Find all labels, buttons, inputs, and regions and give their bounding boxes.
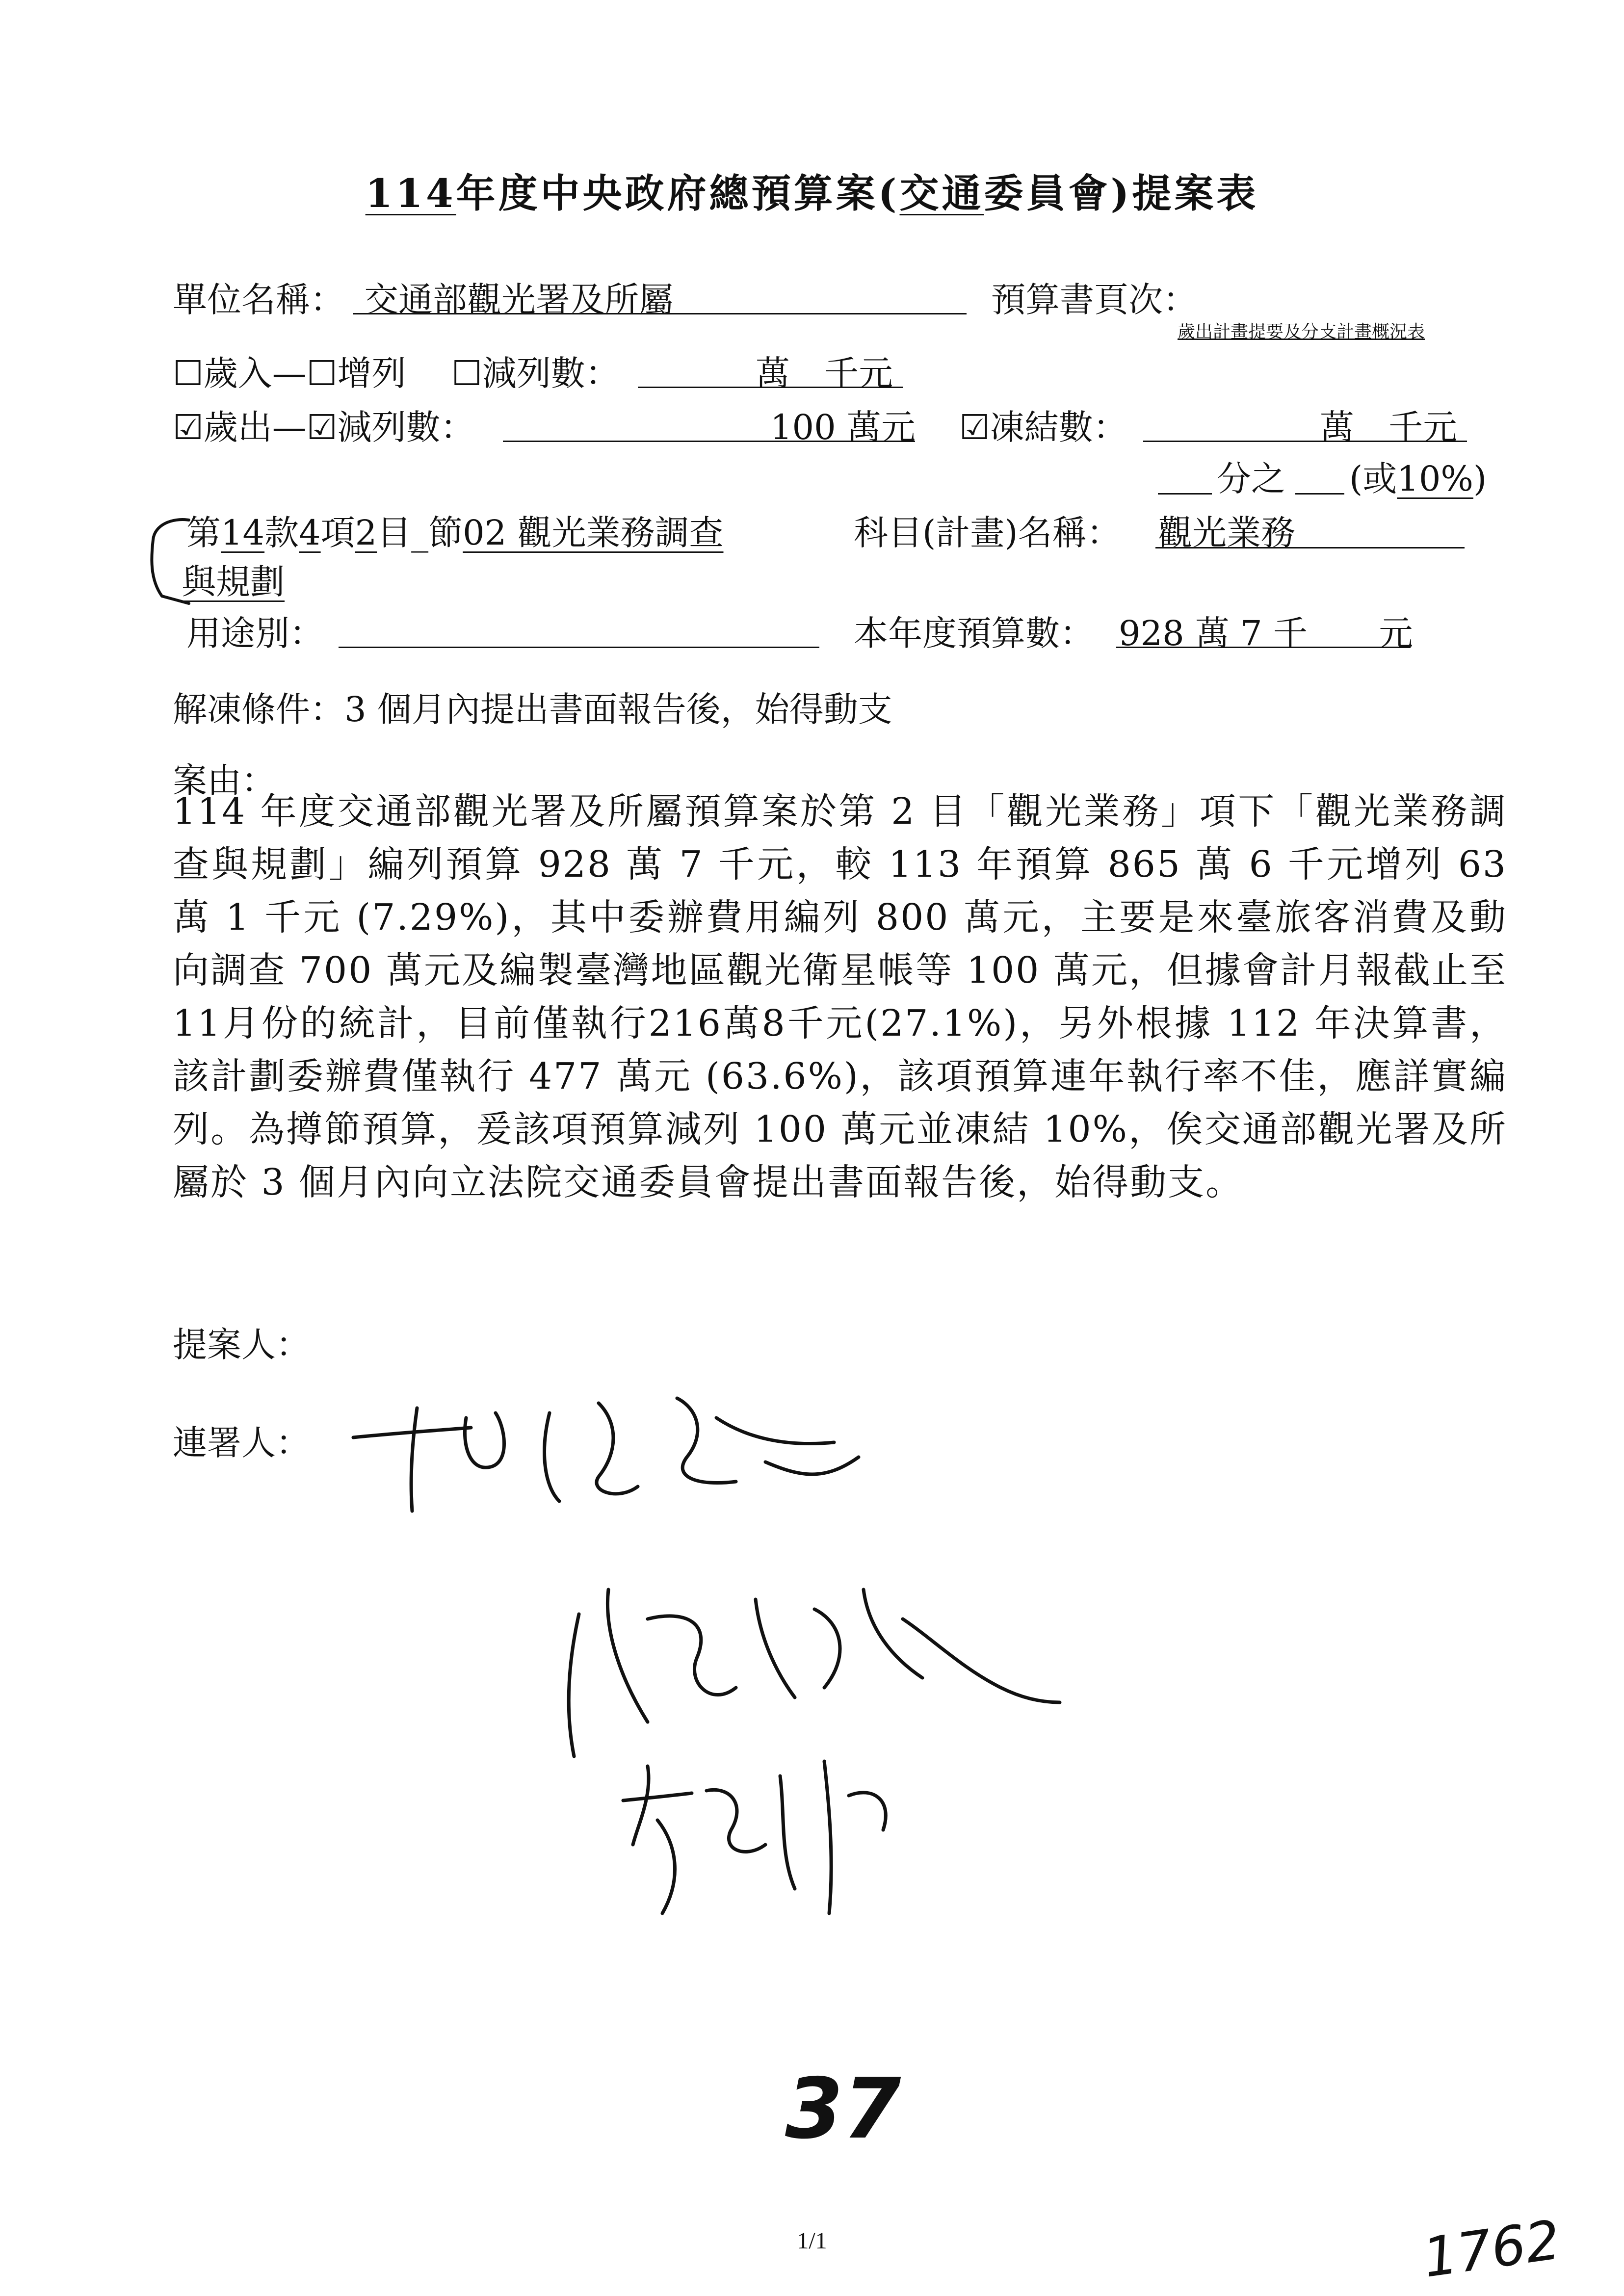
budget-page-note: 歲出計畫提要及分支計畫概況表 [1178,322,1425,342]
revenue-increase-label: 增列 [337,353,406,393]
budget-value: 928 萬 7 千 [1119,613,1308,653]
subject-value-2: 與規劃 [182,562,285,602]
item-p3: 項 [320,513,355,553]
expenditure-checkbox[interactable]: ☑ [173,407,204,447]
unfreeze-condition: 解凍條件：3 個月內提出書面報告後，始得動支 [173,689,892,730]
item-p4: 目_節 [377,513,463,553]
unit-value: 交通部觀光署及所屬 [364,280,673,320]
usage-label: 用途別： [186,613,324,653]
ratio-open: (或 [1349,459,1397,499]
ratio-numerator-line [1158,493,1212,495]
revenue-decrease-label: 減列數： [482,353,620,393]
signature-2 [550,1560,1065,1766]
freeze-group [959,400,1127,449]
item-p2: 款 [264,513,299,553]
item-p1: 第 [186,513,221,553]
budget-page-label: 預算書頁次： [991,280,1197,320]
expenditure-label: 歲出— [203,407,307,447]
item-jie: 02 觀光業務調查 [463,513,724,553]
freeze-label: 凍結數： [990,407,1127,447]
revenue-decrease-group [451,346,620,395]
subject-underline [1155,547,1465,548]
freeze-checkbox[interactable]: ☑ [959,407,990,447]
signature-3 [618,1747,913,1933]
budget-underline [1116,647,1411,648]
reason-label: 案由： [173,760,276,801]
revenue-row [173,346,406,395]
cosigner-label: 連署人： [173,1423,310,1463]
subject-label: 科目(計畫)名稱： [854,513,1121,553]
revenue-unit: 萬 千元 [756,353,893,393]
ratio-percent: 10% [1397,459,1473,499]
expenditure-decrease-label: 減列數： [337,407,475,447]
subject-value-1: 觀光業務 [1158,513,1295,553]
title-part2: 委員會)提案表 [984,170,1259,216]
revenue-increase-checkbox[interactable]: ☐ [306,353,338,393]
page-title [0,162,1624,218]
freeze-unit: 萬 千元 [1320,407,1457,447]
corner-number: 1762 [1419,2208,1564,2290]
expenditure-decrease-checkbox[interactable]: ☑ [306,407,338,447]
ratio-denominator-line [1295,493,1344,495]
budget-unit: 元 [1379,613,1413,653]
page-number: 1/1 [797,2228,827,2254]
revenue-label: 歲入— [203,353,307,393]
unit-underline [353,313,967,314]
proposer-label: 提案人： [173,1325,310,1365]
usage-underline [339,647,819,648]
item-xiang: 4 [299,513,321,553]
ratio-paren [1349,451,1487,501]
title-part1: 年度中央政府總預算案( [456,170,900,216]
title-year: 114 [365,170,456,216]
item-row [186,505,724,555]
ratio-close: ) [1473,459,1487,499]
expenditure-amount: 100 萬元 [770,407,916,447]
expenditure-row [173,400,475,449]
revenue-decrease-checkbox[interactable]: ☐ [451,353,482,393]
page-stamp: 37 [785,2061,901,2158]
revenue-checkbox[interactable]: ☐ [173,353,204,393]
budget-label: 本年度預算數： [854,613,1094,653]
signature-1 [343,1364,883,1550]
ratio-fen: 分之 [1217,459,1285,499]
item-mu: 2 [355,513,377,553]
title-committee: 交通 [899,170,984,216]
reason-text: 114 年度交通部觀光署及所屬預算案於第 2 目「觀光業務」項下「觀光業務調查與規劃」編列預算 928 萬 7 千元，較 113 年預算 865 萬 6 千元增列 63 萬 1 千元 (7.29%)，其中委辦費用編列 800 萬元，主要是來臺旅客消費及動向調查 700 萬元及編製臺灣地區觀光衛星帳等 100 萬元，但據會計月報截止至11月份的統計，目前僅執行216萬8千元(27.1%)，另外根據 112 年決算書，該計劃委辦費僅執行 477 萬元 (63.6%)，該項預算連年執行率不佳，應詳實編列。為撙節預算，爰該項預算減列 100 萬元並凍結 10%，俟交通部觀光署及所屬於 3 個月內向立法院交通委員會提出書面報告後，始得動支。 [173,790,1507,1203]
unit-label: 單位名稱： [173,280,344,320]
item-kuan: 14 [221,513,265,553]
